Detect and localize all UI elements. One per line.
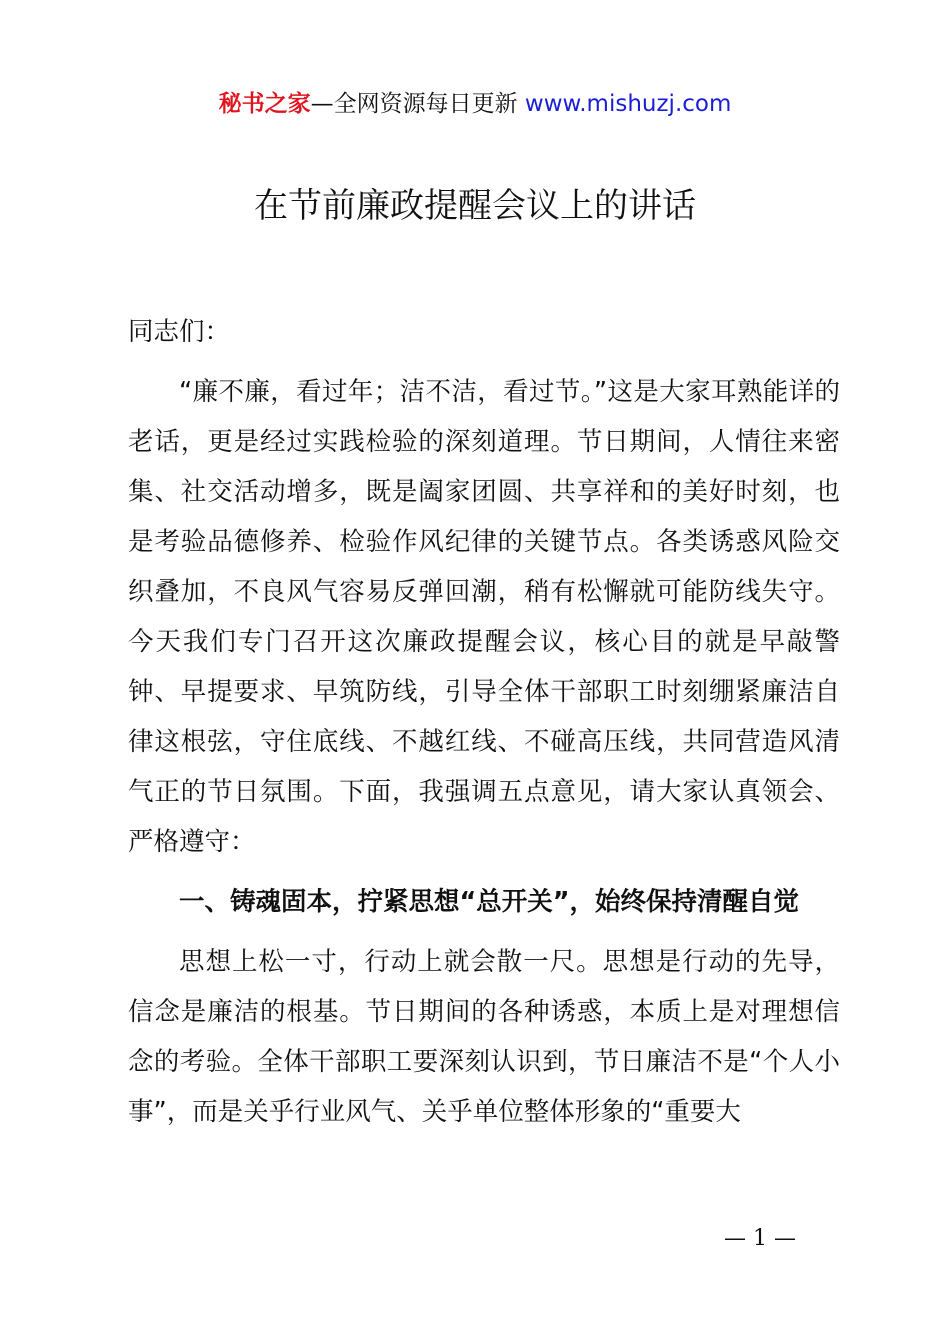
document-title: 在节前廉政提醒会议上的讲话 xyxy=(254,186,696,226)
brand-name: 秘书之家 xyxy=(218,91,311,117)
greeting: 同志们： xyxy=(128,317,231,347)
paragraph-section-1: 思想上松一寸，行动上就会散一尺。思想是行动的先导，信念是廉洁的根基。节日期间的各种诱惑，本质上是对理想信念的考验。全体干部职工要深刻认识到，节日廉洁不是“个人小事”，而是关乎行业风气、关乎单位整体形象的“重要大 xyxy=(128,947,840,1127)
document-header xyxy=(0,86,950,122)
header-tagline: —全网资源每日更新 xyxy=(310,91,518,117)
page-number: — 1 — xyxy=(724,1226,796,1251)
website-link[interactable]: www.mishuzj.com xyxy=(524,91,732,117)
section-heading: 一、铸魂固本，拧紧思想“总开关”，始终保持清醒自觉 xyxy=(179,887,800,917)
document-body xyxy=(128,307,840,1137)
paragraph-intro: “廉不廉，看过年；洁不洁，看过节。”这是大家耳熟能详的老话，更是经过实践检验的深刻道理。节日期间，人情往来密集、社交活动增多，既是阖家团圆、共享祥和的美好时刻，也是考验品德修养、检验作风纪律的关键节点。各类诱惑风险交织叠加，不良风气容易反弹回潮，稍有松懈就可能防线失守。今天我们专门召开这次廉政提醒会议，核心目的就是早敲警钟、早提要求、早筑防线，引导全体干部职工时刻绷紧廉洁自律这根弦，守住底线、不越红线、不碰高压线，共同营造风清气正的节日氛围。下面，我强调五点意见，请大家认真领会、严格遵守： xyxy=(128,377,840,857)
